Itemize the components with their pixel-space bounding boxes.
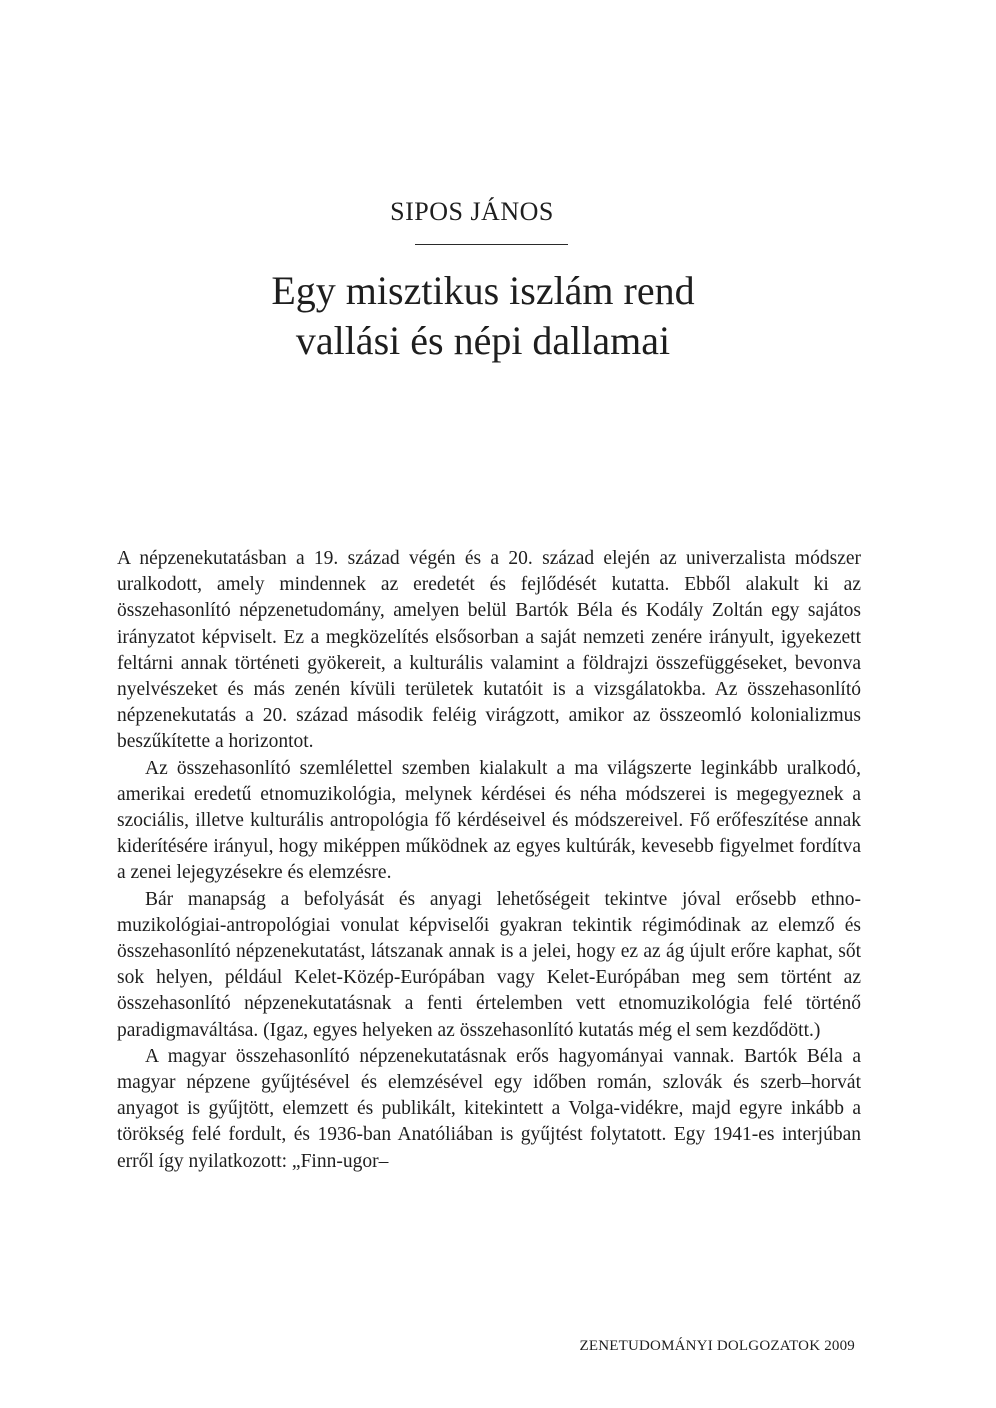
paragraph-4: A magyar összehasonlító népzenekutatásnak erős hagyományai vannak. Bartók Béla a magyar népzene gyűjtésével és elemzésével egy időben román, szlovák és szerb–horvát anyagot is gyűjtött, elemzett és publikált, kitekintett a Volga-vidékre, majd egyre inkább a törökség felé fordult, és 1936-ban Anatóliában is gyűjtést folytatott. Egy 1941-es interjúban erről így nyilatkozott: „Finn-ugor– [117, 1045, 861, 1172]
author-name: SIPOS JÁNOS [390, 197, 554, 226]
journal-footer: ZENETUDOMÁNYI DOLGOZATOK 2009 [579, 1338, 855, 1354]
paragraph-2: Az összehasonlító szemlélettel szemben kialakult a ma világszerte leginkább uralkodó, amerikai eredetű etnomuzikológia, melynek kérdései és néha módszerei is megegyeznek a szociális, illetve kulturális antropológia fő kérdéseivel és módszereivel. Fő erőfeszítése annak kiderítésére irányul, hogy miképpen működnek az egyes kultúrák, kevesebb figyelmet fordítva a zenei lejegyzésekre és elemzésre. [117, 757, 861, 884]
paragraph-3: Bár manapság a befolyását és anyagi lehetőségeit tekintve jóval erősebb ethnomuzikológiai-antropológiai vonulat képviselői gyakran tekintik régimódinak az elemző és összehasonlító népzenekutatást, látszanak annak is a jelei, hogy ez az ág újult erőre kaphat, sőt sok helyen, például Kelet-Közép-Európában vagy Kelet-Európában meg sem történt az összehasonlító népzenekutatásnak a fenti értelemben vett etnomuzikológia felé történő paradigmaváltása. (Igaz, egyes helyeken az összehasonlító kutatás még el sem kezdődött.) [117, 888, 861, 1041]
title-divider [415, 244, 568, 245]
paragraph-1: A népzenekutatásban a 19. század végén és a 20. század elején az univerzalista módszer uralkodott, amely mindennek az eredetét és fejlődését kutatta. Ebből alakult ki az összehasonlító népzenetudomány, amelyen belül Bartók Béla és Kodály Zoltán egy sajátos irányzatot képviselt. Ez a megközelítés elsősorban a saját nemzeti zenére irányult, igyekezett feltárni annak történeti gyökereit, a kulturális valamint a földrajzi összefüggéseket, bevonva nyelvészeket és más zenén kívüli területek kutatóit is a vizsgálatokba. Az összehasonlító népzenekutatás a 20. század második feléig virágzott, amikor az összeomló kolonializmus beszűkítette a horizontot. [117, 548, 861, 753]
article-title [0, 266, 966, 366]
article-body [117, 546, 861, 1175]
article-title-line-2: vallási és népi dallamai [295, 318, 671, 363]
article-title-line-1: Egy misztikus iszlám rend [271, 268, 695, 313]
